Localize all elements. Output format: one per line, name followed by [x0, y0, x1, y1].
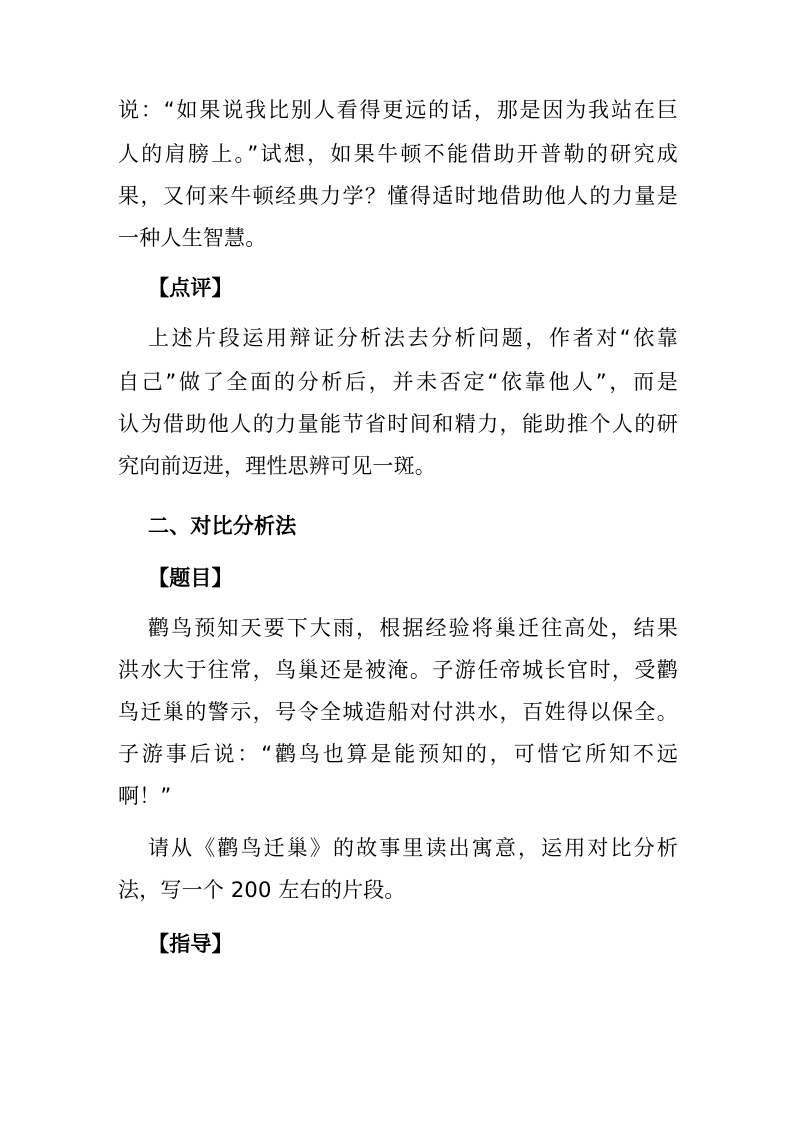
paragraph-line: 究向前迈进，理性思辨可见一斑。	[118, 454, 436, 478]
paragraph-line: 请从《鹳鸟迁巢》的故事里读出寓意，运用对比分析	[148, 836, 678, 860]
paragraph-line: 鹳鸟预知天要下大雨，根据经验将巢迁往高处，结果	[148, 616, 678, 640]
paragraph-line: 鸟迁巢的警示，号令全城造船对付洪水，百姓得以保全。	[118, 700, 678, 724]
paragraph-line: 洪水大于往常，鸟巢还是被淹。子游任帝城长官时，受鹳	[118, 658, 678, 682]
paragraph-line: 啊！”	[118, 784, 172, 808]
paragraph-line: 一种人生智慧。	[118, 226, 267, 250]
paragraph-line: 说：“如果说我比别人看得更远的话，那是因为我站在巨	[118, 98, 678, 122]
section-heading: 二、对比分析法	[148, 514, 297, 538]
guide-heading: 【指导】	[148, 932, 233, 956]
paragraph-line: 人的肩膀上。”试想，如果牛顿不能借助开普勒的研究成	[118, 142, 678, 166]
paragraph-line: 法，写一个 200 左右的片段。	[118, 878, 406, 902]
paragraph-line: 上述片段运用辩证分析法去分析问题，作者对“依靠	[148, 326, 678, 350]
comment-heading: 【点评】	[148, 276, 233, 300]
question-heading: 【题目】	[148, 566, 233, 590]
paragraph-line: 果，又何来牛顿经典力学？懂得适时地借助他人的力量是	[118, 184, 678, 208]
paragraph-line: 自己”做了全面的分析后，并未否定“依靠他人”，而是	[118, 370, 678, 394]
paragraph-line: 子游事后说：“鹳鸟也算是能预知的，可惜它所知不远	[118, 742, 678, 766]
paragraph-line: 认为借助他人的力量能节省时间和精力，能助推个人的研	[118, 412, 678, 436]
